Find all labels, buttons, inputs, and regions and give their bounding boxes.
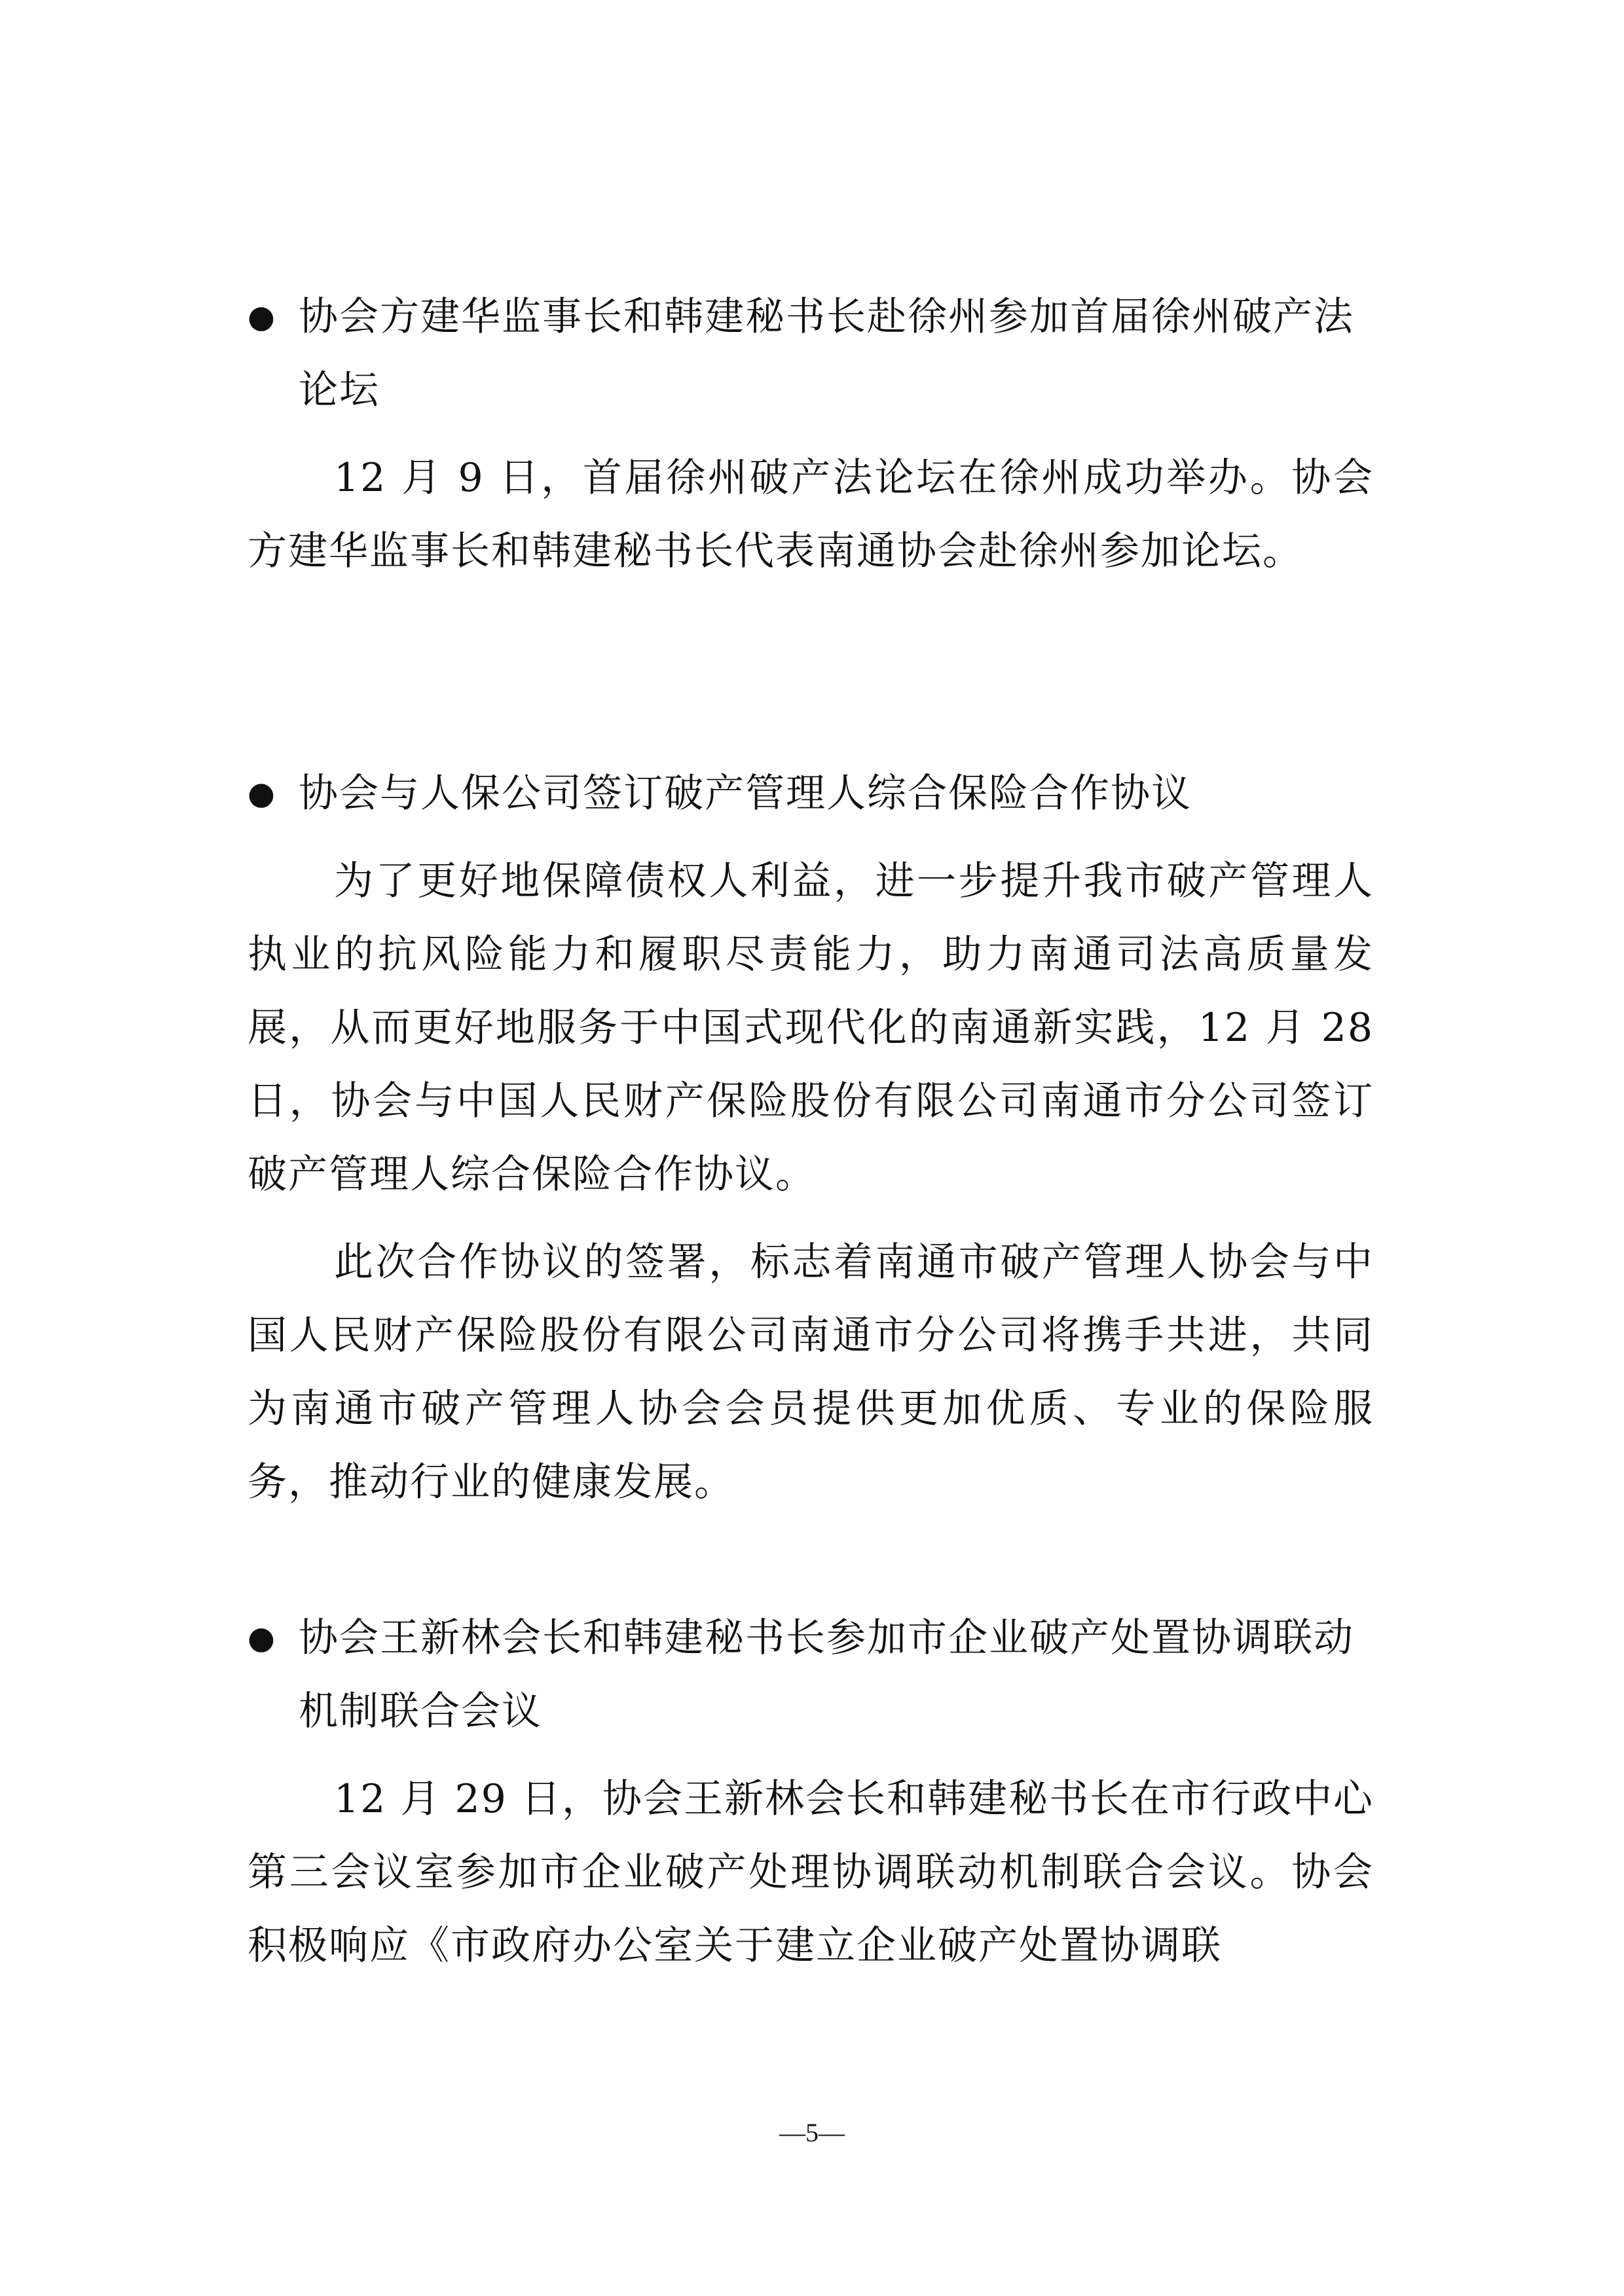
bullet-icon: ● bbox=[248, 299, 276, 335]
news-section-xuzhou-forum bbox=[248, 280, 1374, 588]
news-section-linkage-meeting bbox=[248, 1601, 1374, 1982]
paragraph: 12 月 9 日，首届徐州破产法论坛在徐州成功举办。协会方建华监事长和韩建秘书长代表南通协会赴徐州参加论坛。 bbox=[248, 455, 1374, 574]
paragraph: 12 月 29 日，协会王新林会长和韩建秘书长在市行政中心第三会议室参加市企业破产处理协调联动机制联合会议。协会积极响应《市政府办公室关于建立企业破产处置协调联 bbox=[248, 1776, 1374, 1969]
paragraph: 为了更好地保障债权人利益，进一步提升我市破产管理人执业的抗风险能力和履职尽责能力，助力南通司法高质量发展，从而更好地服务于中国式现代化的南通新实践，12 月 28 日，协会与中国人民财产保险股份有限公司南通市分公司签订破产管理人综合保险合作协议。 bbox=[248, 858, 1374, 1197]
section-heading-text: 协会王新林会长和韩建秘书长参加市企业破产处置协调联动机制联合会议 bbox=[299, 1615, 1354, 1734]
bullet-icon: ● bbox=[248, 775, 276, 812]
section-heading bbox=[248, 757, 1374, 830]
section-heading bbox=[248, 1601, 1374, 1748]
section-heading bbox=[248, 280, 1374, 427]
news-section-insurance-agreement bbox=[248, 757, 1374, 1519]
paragraph: 此次合作协议的签署，标志着南通市破产管理人协会与中国人民财产保险股份有限公司南通市分公司将携手共进，共同为南通市破产管理人协会会员提供更加优质、专业的保险服务，推动行业的健康发展。 bbox=[248, 1239, 1374, 1505]
page-number: —5— bbox=[779, 2118, 845, 2147]
section-heading-text: 协会与人保公司签订破产管理人综合保险合作协议 bbox=[299, 771, 1192, 816]
section-heading-text: 协会方建华监事长和韩建秘书长赴徐州参加首届徐州破产法论坛 bbox=[299, 294, 1354, 413]
bullet-icon: ● bbox=[248, 1620, 276, 1656]
